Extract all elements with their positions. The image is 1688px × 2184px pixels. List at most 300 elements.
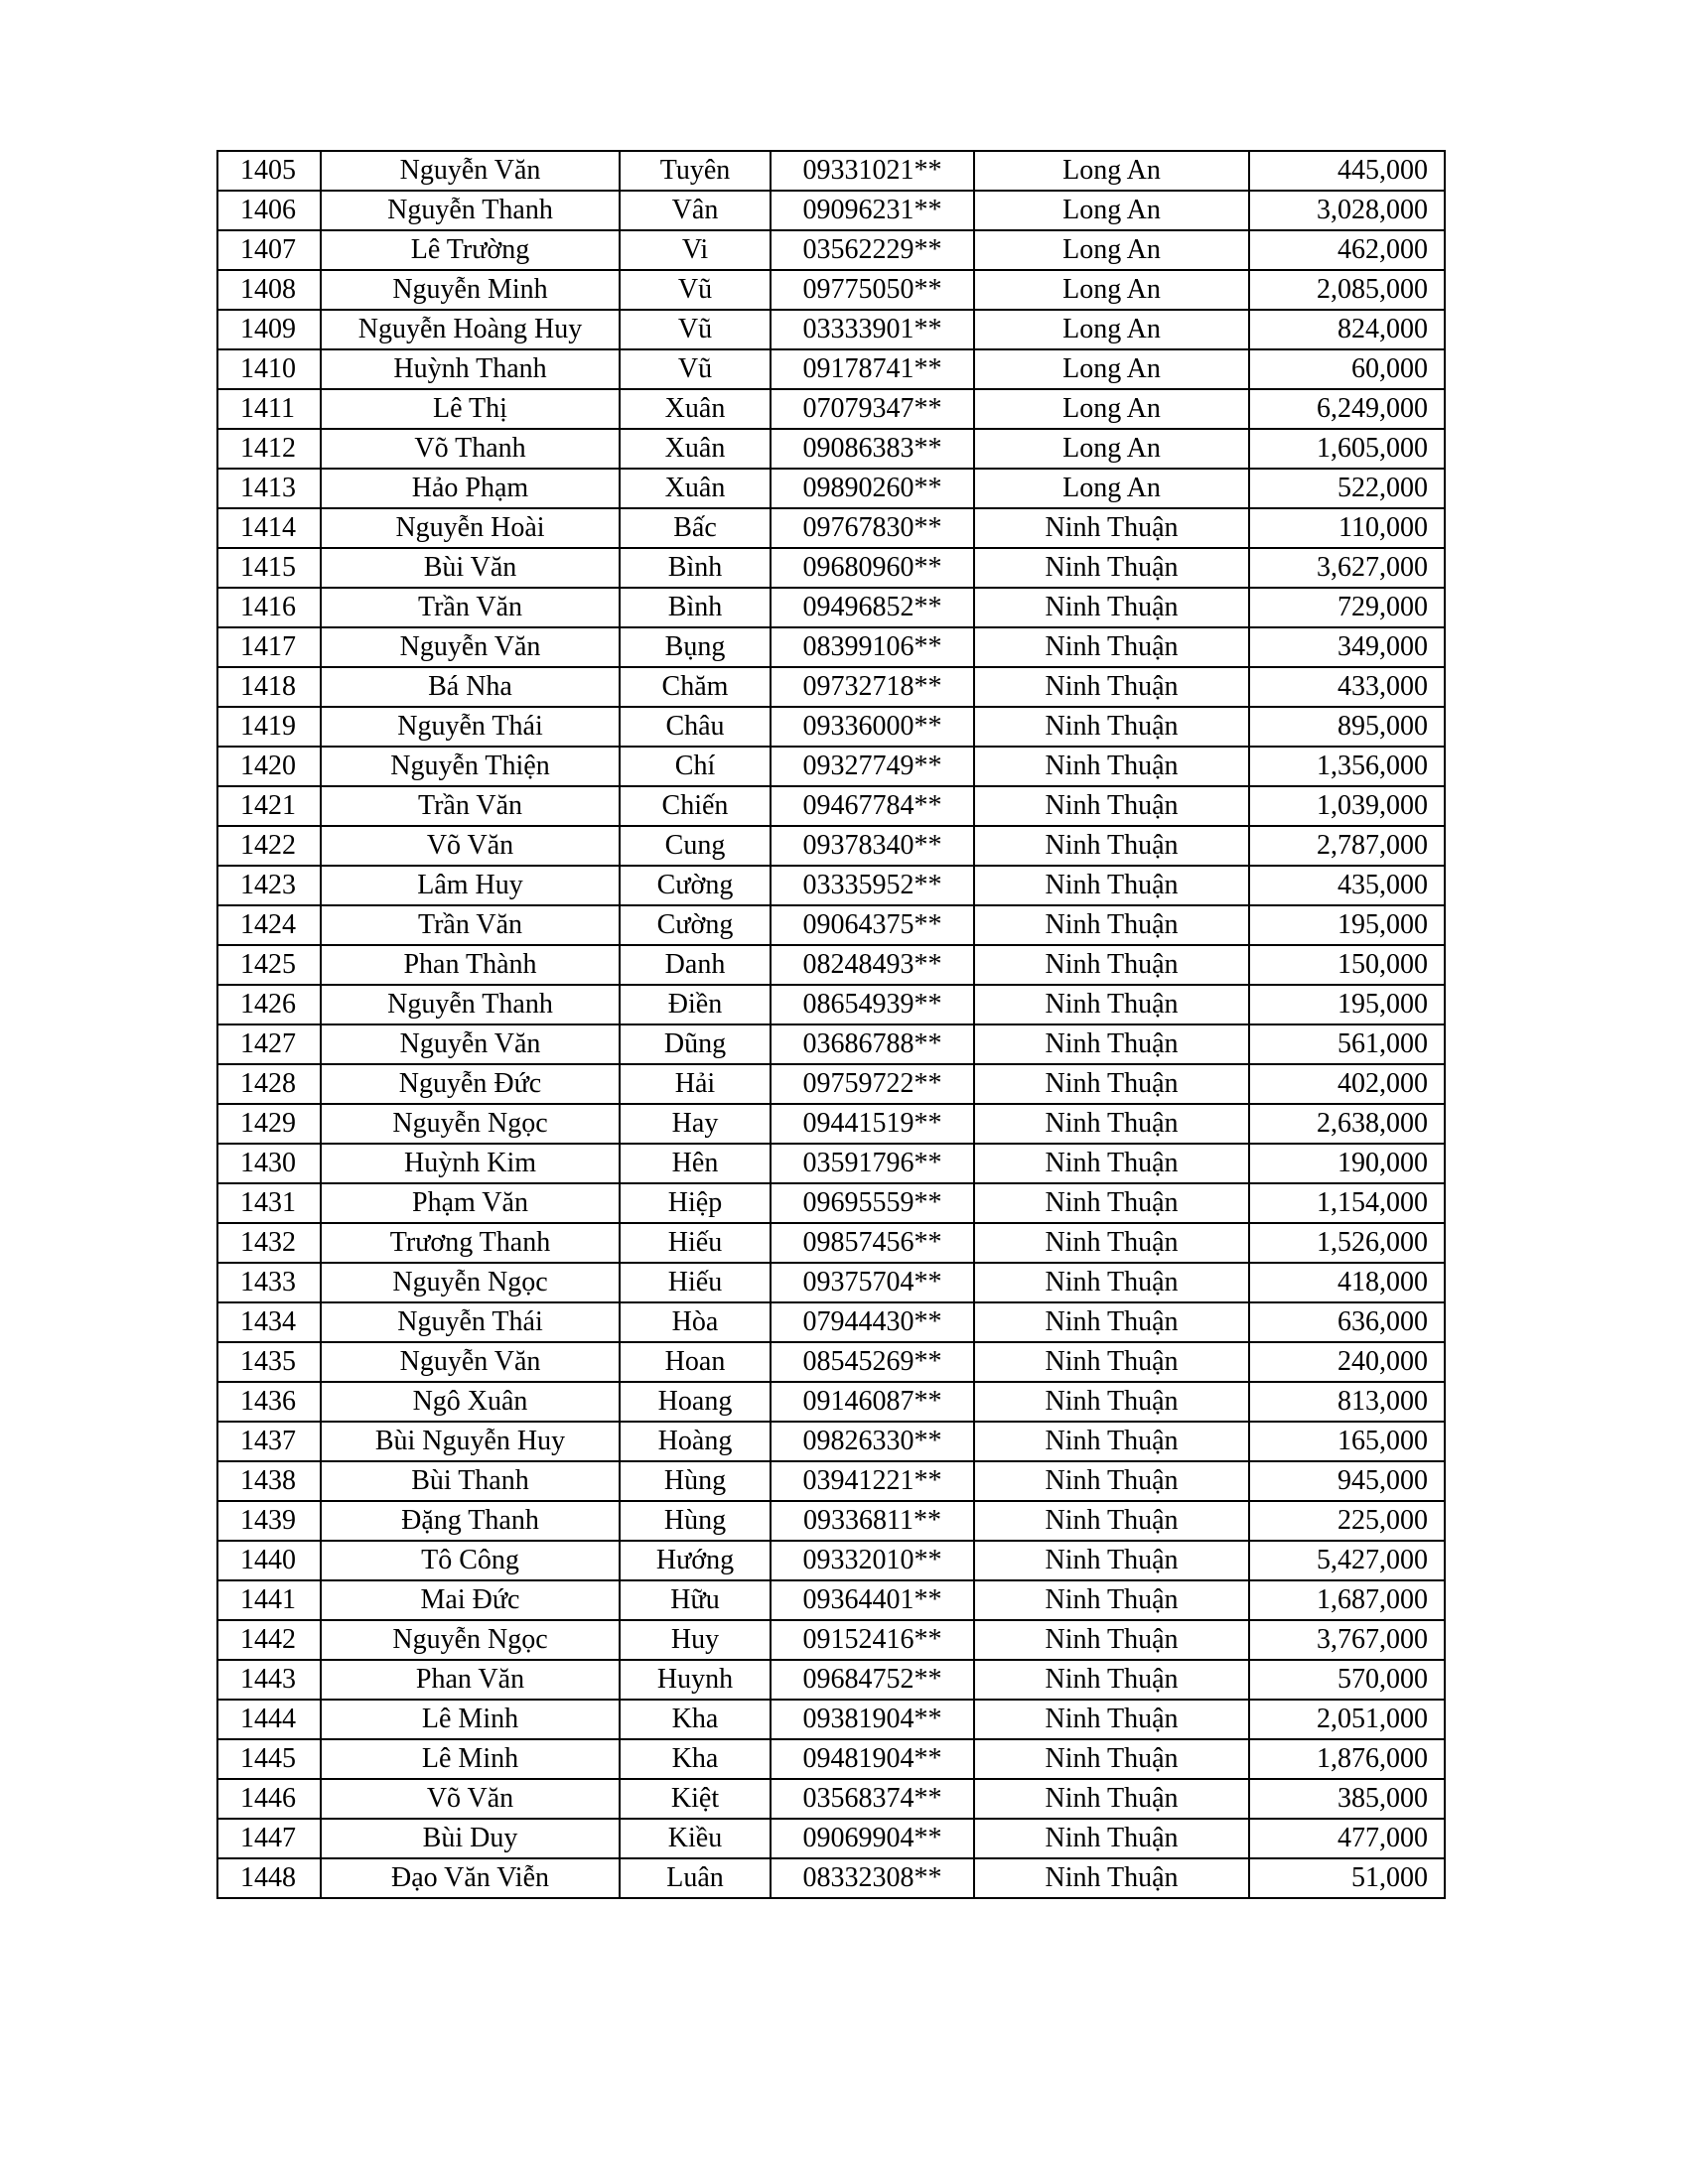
amount-cell: 522,000 <box>1249 469 1445 508</box>
table-row <box>217 1024 1445 1064</box>
row-number-cell: 1443 <box>217 1660 321 1700</box>
province-cell: Long An <box>974 469 1249 508</box>
table-row <box>217 707 1445 747</box>
phone-cell: 03333901** <box>771 310 974 349</box>
amount-cell: 5,427,000 <box>1249 1541 1445 1580</box>
surname-cell: Võ Văn <box>321 1779 620 1819</box>
row-number-cell: 1439 <box>217 1501 321 1541</box>
amount-cell: 2,051,000 <box>1249 1700 1445 1739</box>
surname-cell: Nguyễn Văn <box>321 151 620 191</box>
table-row <box>217 1064 1445 1104</box>
given-name-cell: Vi <box>620 230 771 270</box>
table-row <box>217 1541 1445 1580</box>
row-number-cell: 1413 <box>217 469 321 508</box>
province-cell: Long An <box>974 310 1249 349</box>
table-row <box>217 1422 1445 1461</box>
surname-cell: Hảo Phạm <box>321 469 620 508</box>
province-cell: Ninh Thuận <box>974 866 1249 905</box>
amount-cell: 190,000 <box>1249 1144 1445 1183</box>
table-row <box>217 151 1445 191</box>
given-name-cell: Hùng <box>620 1461 771 1501</box>
table-row <box>217 270 1445 310</box>
phone-cell: 09336811** <box>771 1501 974 1541</box>
phone-cell: 09857456** <box>771 1223 974 1263</box>
table-row <box>217 508 1445 548</box>
surname-cell: Tô Công <box>321 1541 620 1580</box>
phone-cell: 08545269** <box>771 1342 974 1382</box>
table-row <box>217 1501 1445 1541</box>
province-cell: Ninh Thuận <box>974 627 1249 667</box>
amount-cell: 824,000 <box>1249 310 1445 349</box>
phone-cell: 09680960** <box>771 548 974 588</box>
given-name-cell: Xuân <box>620 469 771 508</box>
amount-cell: 2,085,000 <box>1249 270 1445 310</box>
amount-cell: 110,000 <box>1249 508 1445 548</box>
phone-cell: 09336000** <box>771 707 974 747</box>
province-cell: Ninh Thuận <box>974 1461 1249 1501</box>
phone-cell: 03568374** <box>771 1779 974 1819</box>
table-row <box>217 1382 1445 1422</box>
given-name-cell: Hoàng <box>620 1422 771 1461</box>
phone-cell: 09152416** <box>771 1620 974 1660</box>
surname-cell: Phạm Văn <box>321 1183 620 1223</box>
given-name-cell: Kha <box>620 1700 771 1739</box>
table-row <box>217 1183 1445 1223</box>
surname-cell: Nguyễn Thái <box>321 1302 620 1342</box>
amount-cell: 2,787,000 <box>1249 826 1445 866</box>
surname-cell: Nguyễn Thiện <box>321 747 620 786</box>
surname-cell: Trần Văn <box>321 905 620 945</box>
row-number-cell: 1440 <box>217 1541 321 1580</box>
given-name-cell: Hiếu <box>620 1263 771 1302</box>
province-cell: Ninh Thuận <box>974 508 1249 548</box>
amount-cell: 1,876,000 <box>1249 1739 1445 1779</box>
table-row <box>217 1461 1445 1501</box>
amount-cell: 3,767,000 <box>1249 1620 1445 1660</box>
table-row <box>217 469 1445 508</box>
table-row <box>217 1779 1445 1819</box>
row-number-cell: 1429 <box>217 1104 321 1144</box>
surname-cell: Bùi Văn <box>321 548 620 588</box>
province-cell: Ninh Thuận <box>974 1541 1249 1580</box>
row-number-cell: 1430 <box>217 1144 321 1183</box>
phone-cell: 03941221** <box>771 1461 974 1501</box>
row-number-cell: 1417 <box>217 627 321 667</box>
province-cell: Ninh Thuận <box>974 1422 1249 1461</box>
given-name-cell: Bình <box>620 588 771 627</box>
table-row <box>217 191 1445 230</box>
surname-cell: Đạo Văn Viễn <box>321 1858 620 1898</box>
row-number-cell: 1428 <box>217 1064 321 1104</box>
amount-cell: 462,000 <box>1249 230 1445 270</box>
amount-cell: 729,000 <box>1249 588 1445 627</box>
given-name-cell: Chăm <box>620 667 771 707</box>
given-name-cell: Bình <box>620 548 771 588</box>
table-row <box>217 1858 1445 1898</box>
row-number-cell: 1422 <box>217 826 321 866</box>
phone-cell: 09327749** <box>771 747 974 786</box>
amount-cell: 813,000 <box>1249 1382 1445 1422</box>
phone-cell: 09331021** <box>771 151 974 191</box>
province-cell: Long An <box>974 191 1249 230</box>
phone-cell: 09826330** <box>771 1422 974 1461</box>
table-row <box>217 1620 1445 1660</box>
row-number-cell: 1409 <box>217 310 321 349</box>
phone-cell: 09381904** <box>771 1700 974 1739</box>
amount-cell: 1,039,000 <box>1249 786 1445 826</box>
surname-cell: Lê Minh <box>321 1739 620 1779</box>
surname-cell: Trần Văn <box>321 588 620 627</box>
row-number-cell: 1444 <box>217 1700 321 1739</box>
table-body <box>217 151 1445 1898</box>
phone-cell: 09375704** <box>771 1263 974 1302</box>
row-number-cell: 1407 <box>217 230 321 270</box>
table-row <box>217 1342 1445 1382</box>
province-cell: Ninh Thuận <box>974 548 1249 588</box>
given-name-cell: Tuyên <box>620 151 771 191</box>
given-name-cell: Xuân <box>620 429 771 469</box>
surname-cell: Nguyễn Hoài <box>321 508 620 548</box>
table-row <box>217 826 1445 866</box>
phone-cell: 09064375** <box>771 905 974 945</box>
province-cell: Ninh Thuận <box>974 1144 1249 1183</box>
province-cell: Long An <box>974 151 1249 191</box>
amount-cell: 561,000 <box>1249 1024 1445 1064</box>
row-number-cell: 1408 <box>217 270 321 310</box>
amount-cell: 433,000 <box>1249 667 1445 707</box>
province-cell: Ninh Thuận <box>974 1700 1249 1739</box>
table-row <box>217 1223 1445 1263</box>
province-cell: Ninh Thuận <box>974 747 1249 786</box>
province-cell: Ninh Thuận <box>974 786 1249 826</box>
table-row <box>217 1819 1445 1858</box>
phone-cell: 07944430** <box>771 1302 974 1342</box>
phone-cell: 09890260** <box>771 469 974 508</box>
row-number-cell: 1447 <box>217 1819 321 1858</box>
row-number-cell: 1446 <box>217 1779 321 1819</box>
given-name-cell: Xuân <box>620 389 771 429</box>
amount-cell: 445,000 <box>1249 151 1445 191</box>
phone-cell: 09684752** <box>771 1660 974 1700</box>
row-number-cell: 1411 <box>217 389 321 429</box>
surname-cell: Nguyễn Văn <box>321 1342 620 1382</box>
table-row <box>217 1144 1445 1183</box>
phone-cell: 09364401** <box>771 1580 974 1620</box>
province-cell: Ninh Thuận <box>974 1819 1249 1858</box>
given-name-cell: Hiệp <box>620 1183 771 1223</box>
amount-cell: 1,356,000 <box>1249 747 1445 786</box>
phone-cell: 09775050** <box>771 270 974 310</box>
phone-cell: 08248493** <box>771 945 974 985</box>
surname-cell: Phan Thành <box>321 945 620 985</box>
province-cell: Ninh Thuận <box>974 588 1249 627</box>
phone-cell: 08654939** <box>771 985 974 1024</box>
amount-cell: 1,605,000 <box>1249 429 1445 469</box>
table-row <box>217 786 1445 826</box>
row-number-cell: 1445 <box>217 1739 321 1779</box>
row-number-cell: 1435 <box>217 1342 321 1382</box>
amount-cell: 402,000 <box>1249 1064 1445 1104</box>
surname-cell: Võ Thanh <box>321 429 620 469</box>
row-number-cell: 1426 <box>217 985 321 1024</box>
surname-cell: Nguyễn Ngọc <box>321 1620 620 1660</box>
table-row <box>217 230 1445 270</box>
province-cell: Ninh Thuận <box>974 1501 1249 1541</box>
amount-cell: 2,638,000 <box>1249 1104 1445 1144</box>
phone-cell: 09178741** <box>771 349 974 389</box>
row-number-cell: 1406 <box>217 191 321 230</box>
amount-cell: 165,000 <box>1249 1422 1445 1461</box>
amount-cell: 895,000 <box>1249 707 1445 747</box>
phone-cell: 08399106** <box>771 627 974 667</box>
surname-cell: Trương Thanh <box>321 1223 620 1263</box>
amount-cell: 51,000 <box>1249 1858 1445 1898</box>
given-name-cell: Cường <box>620 866 771 905</box>
province-cell: Ninh Thuận <box>974 1620 1249 1660</box>
given-name-cell: Cường <box>620 905 771 945</box>
given-name-cell: Châu <box>620 707 771 747</box>
surname-cell: Nguyễn Hoàng Huy <box>321 310 620 349</box>
province-cell: Ninh Thuận <box>974 1263 1249 1302</box>
phone-cell: 09767830** <box>771 508 974 548</box>
surname-cell: Huỳnh Thanh <box>321 349 620 389</box>
row-number-cell: 1442 <box>217 1620 321 1660</box>
row-number-cell: 1433 <box>217 1263 321 1302</box>
phone-cell: 09695559** <box>771 1183 974 1223</box>
given-name-cell: Hùng <box>620 1501 771 1541</box>
row-number-cell: 1420 <box>217 747 321 786</box>
row-number-cell: 1412 <box>217 429 321 469</box>
table-row <box>217 389 1445 429</box>
province-cell: Ninh Thuận <box>974 1660 1249 1700</box>
surname-cell: Nguyễn Ngọc <box>321 1104 620 1144</box>
row-number-cell: 1448 <box>217 1858 321 1898</box>
row-number-cell: 1432 <box>217 1223 321 1263</box>
surname-cell: Nguyễn Văn <box>321 627 620 667</box>
surname-cell: Nguyễn Văn <box>321 1024 620 1064</box>
phone-cell: 09378340** <box>771 826 974 866</box>
row-number-cell: 1434 <box>217 1302 321 1342</box>
given-name-cell: Huy <box>620 1620 771 1660</box>
table-row <box>217 1700 1445 1739</box>
surname-cell: Nguyễn Thanh <box>321 191 620 230</box>
phone-cell: 03562229** <box>771 230 974 270</box>
row-number-cell: 1425 <box>217 945 321 985</box>
phone-cell: 09096231** <box>771 191 974 230</box>
phone-cell: 08332308** <box>771 1858 974 1898</box>
surname-cell: Lê Minh <box>321 1700 620 1739</box>
given-name-cell: Hoang <box>620 1382 771 1422</box>
province-cell: Long An <box>974 230 1249 270</box>
table-row <box>217 1302 1445 1342</box>
amount-cell: 435,000 <box>1249 866 1445 905</box>
province-cell: Ninh Thuận <box>974 985 1249 1024</box>
given-name-cell: Hướng <box>620 1541 771 1580</box>
table-row <box>217 627 1445 667</box>
given-name-cell: Vũ <box>620 310 771 349</box>
table-row <box>217 945 1445 985</box>
given-name-cell: Hên <box>620 1144 771 1183</box>
province-cell: Ninh Thuận <box>974 1302 1249 1342</box>
table-row <box>217 667 1445 707</box>
table-row <box>217 588 1445 627</box>
amount-cell: 349,000 <box>1249 627 1445 667</box>
row-number-cell: 1436 <box>217 1382 321 1422</box>
province-cell: Ninh Thuận <box>974 707 1249 747</box>
phone-cell: 09467784** <box>771 786 974 826</box>
given-name-cell: Hay <box>620 1104 771 1144</box>
surname-cell: Võ Văn <box>321 826 620 866</box>
table-row <box>217 866 1445 905</box>
surname-cell: Nguyễn Minh <box>321 270 620 310</box>
province-cell: Ninh Thuận <box>974 1223 1249 1263</box>
amount-cell: 60,000 <box>1249 349 1445 389</box>
phone-cell: 09069904** <box>771 1819 974 1858</box>
province-cell: Ninh Thuận <box>974 1104 1249 1144</box>
phone-cell: 09146087** <box>771 1382 974 1422</box>
row-number-cell: 1419 <box>217 707 321 747</box>
given-name-cell: Kiệt <box>620 1779 771 1819</box>
surname-cell: Bùi Thanh <box>321 1461 620 1501</box>
province-cell: Ninh Thuận <box>974 1183 1249 1223</box>
amount-cell: 6,249,000 <box>1249 389 1445 429</box>
surname-cell: Lâm Huy <box>321 866 620 905</box>
amount-cell: 418,000 <box>1249 1263 1445 1302</box>
province-cell: Long An <box>974 349 1249 389</box>
recipient-table <box>216 150 1446 1899</box>
province-cell: Ninh Thuận <box>974 1739 1249 1779</box>
given-name-cell: Kiều <box>620 1819 771 1858</box>
province-cell: Ninh Thuận <box>974 667 1249 707</box>
table-row <box>217 1739 1445 1779</box>
surname-cell: Huỳnh Kim <box>321 1144 620 1183</box>
surname-cell: Mai Đức <box>321 1580 620 1620</box>
amount-cell: 945,000 <box>1249 1461 1445 1501</box>
surname-cell: Phan Văn <box>321 1660 620 1700</box>
province-cell: Ninh Thuận <box>974 1779 1249 1819</box>
amount-cell: 1,687,000 <box>1249 1580 1445 1620</box>
given-name-cell: Cung <box>620 826 771 866</box>
given-name-cell: Huynh <box>620 1660 771 1700</box>
amount-cell: 385,000 <box>1249 1779 1445 1819</box>
given-name-cell: Hải <box>620 1064 771 1104</box>
phone-cell: 09496852** <box>771 588 974 627</box>
table-row <box>217 747 1445 786</box>
surname-cell: Nguyễn Đức <box>321 1064 620 1104</box>
amount-cell: 150,000 <box>1249 945 1445 985</box>
phone-cell: 09732718** <box>771 667 974 707</box>
given-name-cell: Vũ <box>620 270 771 310</box>
given-name-cell: Luân <box>620 1858 771 1898</box>
table-row <box>217 1580 1445 1620</box>
surname-cell: Lê Trường <box>321 230 620 270</box>
table-row <box>217 905 1445 945</box>
row-number-cell: 1431 <box>217 1183 321 1223</box>
surname-cell: Lê Thị <box>321 389 620 429</box>
row-number-cell: 1421 <box>217 786 321 826</box>
given-name-cell: Bấc <box>620 508 771 548</box>
amount-cell: 570,000 <box>1249 1660 1445 1700</box>
given-name-cell: Điền <box>620 985 771 1024</box>
row-number-cell: 1424 <box>217 905 321 945</box>
surname-cell: Bá Nha <box>321 667 620 707</box>
phone-cell: 03335952** <box>771 866 974 905</box>
given-name-cell: Hiếu <box>620 1223 771 1263</box>
phone-cell: 03686788** <box>771 1024 974 1064</box>
province-cell: Long An <box>974 429 1249 469</box>
surname-cell: Bùi Duy <box>321 1819 620 1858</box>
amount-cell: 1,154,000 <box>1249 1183 1445 1223</box>
surname-cell: Nguyễn Thái <box>321 707 620 747</box>
table-row <box>217 310 1445 349</box>
row-number-cell: 1415 <box>217 548 321 588</box>
phone-cell: 07079347** <box>771 389 974 429</box>
surname-cell: Đặng Thanh <box>321 1501 620 1541</box>
phone-cell: 09759722** <box>771 1064 974 1104</box>
phone-cell: 03591796** <box>771 1144 974 1183</box>
province-cell: Ninh Thuận <box>974 826 1249 866</box>
amount-cell: 477,000 <box>1249 1819 1445 1858</box>
province-cell: Ninh Thuận <box>974 1382 1249 1422</box>
province-cell: Ninh Thuận <box>974 1858 1249 1898</box>
row-number-cell: 1405 <box>217 151 321 191</box>
table-row <box>217 429 1445 469</box>
amount-cell: 225,000 <box>1249 1501 1445 1541</box>
surname-cell: Nguyễn Thanh <box>321 985 620 1024</box>
row-number-cell: 1410 <box>217 349 321 389</box>
province-cell: Ninh Thuận <box>974 1580 1249 1620</box>
surname-cell: Ngô Xuân <box>321 1382 620 1422</box>
given-name-cell: Hoan <box>620 1342 771 1382</box>
table-row <box>217 1104 1445 1144</box>
row-number-cell: 1427 <box>217 1024 321 1064</box>
given-name-cell: Chiến <box>620 786 771 826</box>
amount-cell: 3,028,000 <box>1249 191 1445 230</box>
table-row <box>217 985 1445 1024</box>
province-cell: Ninh Thuận <box>974 1024 1249 1064</box>
amount-cell: 195,000 <box>1249 985 1445 1024</box>
given-name-cell: Chí <box>620 747 771 786</box>
amount-cell: 240,000 <box>1249 1342 1445 1382</box>
given-name-cell: Hòa <box>620 1302 771 1342</box>
province-cell: Ninh Thuận <box>974 1064 1249 1104</box>
row-number-cell: 1441 <box>217 1580 321 1620</box>
table-row <box>217 548 1445 588</box>
amount-cell: 1,526,000 <box>1249 1223 1445 1263</box>
row-number-cell: 1423 <box>217 866 321 905</box>
surname-cell: Nguyễn Ngọc <box>321 1263 620 1302</box>
surname-cell: Trần Văn <box>321 786 620 826</box>
phone-cell: 09481904** <box>771 1739 974 1779</box>
row-number-cell: 1438 <box>217 1461 321 1501</box>
amount-cell: 195,000 <box>1249 905 1445 945</box>
province-cell: Ninh Thuận <box>974 905 1249 945</box>
table-row <box>217 349 1445 389</box>
given-name-cell: Dũng <box>620 1024 771 1064</box>
given-name-cell: Kha <box>620 1739 771 1779</box>
given-name-cell: Danh <box>620 945 771 985</box>
given-name-cell: Vân <box>620 191 771 230</box>
province-cell: Long An <box>974 270 1249 310</box>
province-cell: Ninh Thuận <box>974 1342 1249 1382</box>
province-cell: Ninh Thuận <box>974 945 1249 985</box>
given-name-cell: Bụng <box>620 627 771 667</box>
amount-cell: 636,000 <box>1249 1302 1445 1342</box>
phone-cell: 09441519** <box>771 1104 974 1144</box>
row-number-cell: 1437 <box>217 1422 321 1461</box>
row-number-cell: 1414 <box>217 508 321 548</box>
given-name-cell: Hữu <box>620 1580 771 1620</box>
